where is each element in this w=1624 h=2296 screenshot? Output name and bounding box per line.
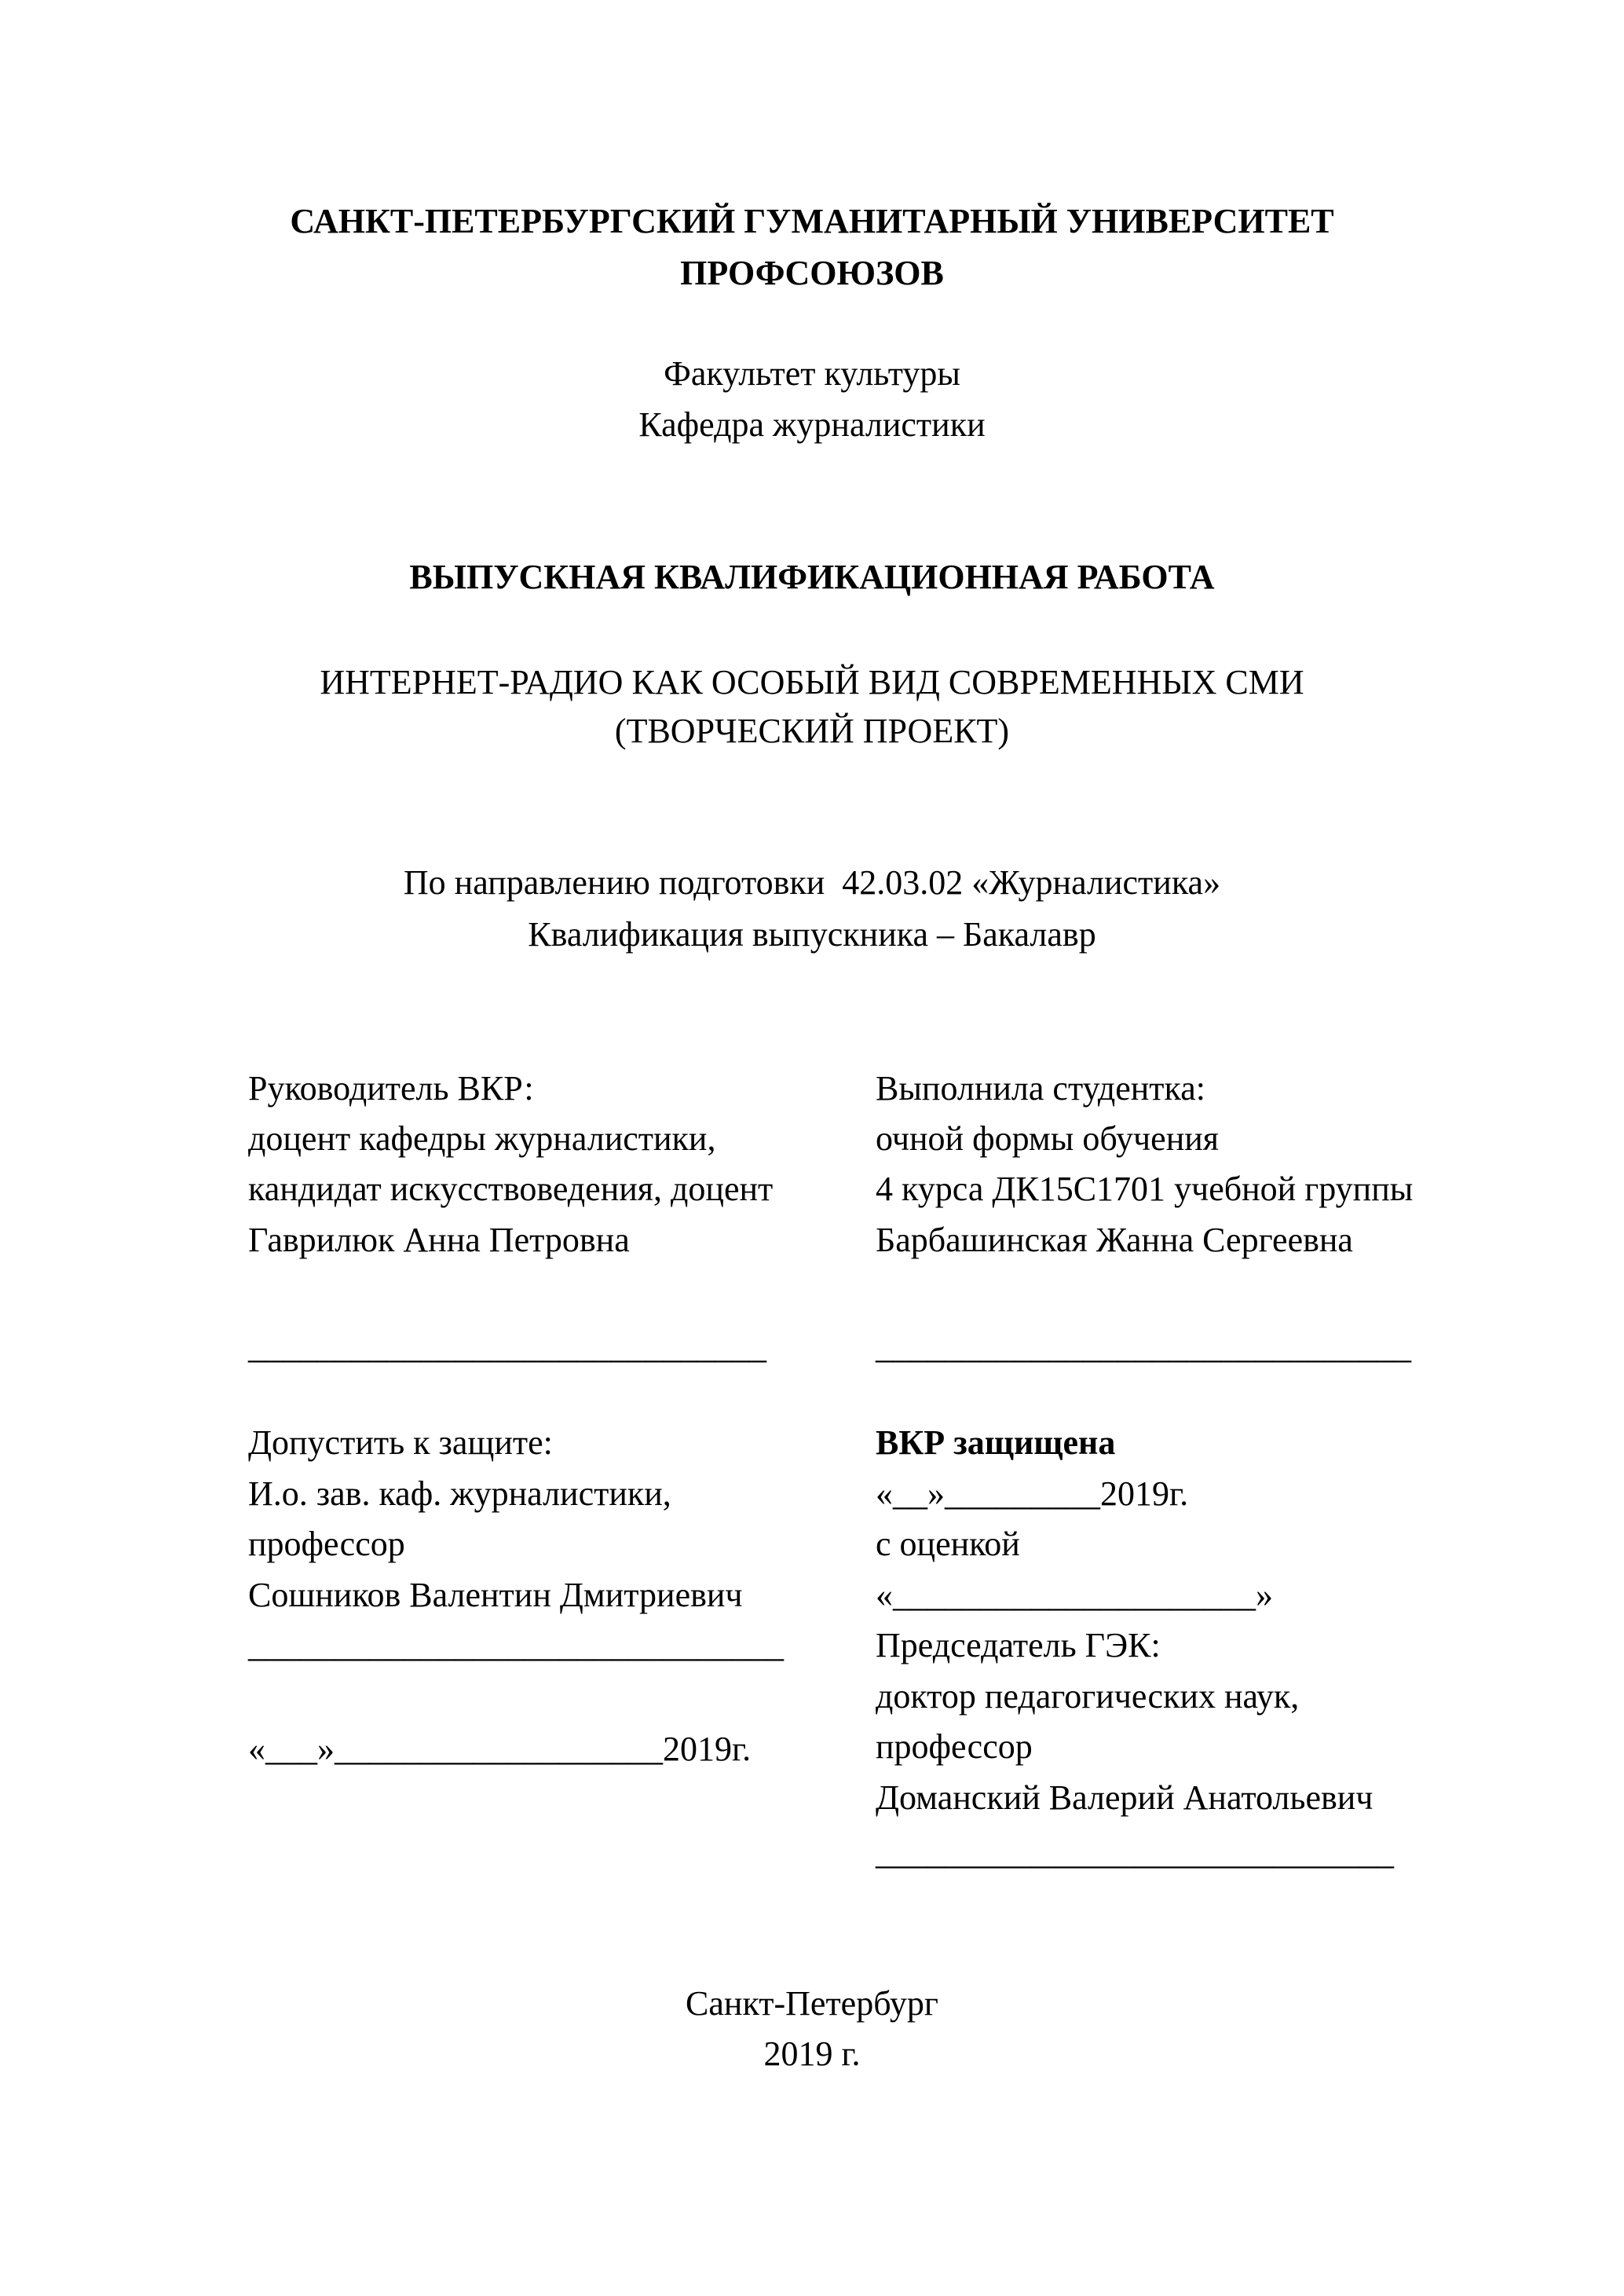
student-signature-line: _______________________________ (876, 1327, 1411, 1366)
admission-name: Сошников Валентин Дмитриевич (248, 1576, 743, 1614)
admission-date: «___»___________________2019г. (248, 1730, 752, 1768)
student-group: 4 курса ДК15С1701 учебной группы (876, 1170, 1414, 1208)
admission-label: Допустить к защите: (248, 1423, 553, 1462)
student-study-form: очной формы обучения (876, 1119, 1220, 1158)
supervisor-position: доцент кафедры журналистики, (248, 1119, 716, 1158)
work-type: ВЫПУСКНАЯ КВАЛИФИКАЦИОННАЯ РАБОТА (409, 558, 1215, 596)
university-name-line2: ПРОФСОЮЗОВ (680, 254, 944, 292)
student-name: Барбашинская Жанна Сергеевна (876, 1221, 1353, 1259)
work-title-line1: ИНТЕРНЕТ-РАДИО КАК ОСОБЫЙ ВИД СОВРЕМЕННЫХ СМИ (320, 663, 1304, 701)
admission-position: И.о. зав. каф. журналистики, (248, 1474, 671, 1513)
admission-signature-line: _______________________________ (248, 1626, 784, 1664)
admission-title: профессор (248, 1525, 405, 1563)
supervisor-name: Гаврилюк Анна Петровна (248, 1221, 630, 1259)
chair-degree: доктор педагогических наук, (876, 1677, 1300, 1716)
department: Кафедра журналистики (638, 405, 986, 444)
study-direction: По направлению подготовки 42.03.02 «Журналистика» (403, 863, 1221, 902)
chair-title: профессор (876, 1727, 1033, 1766)
chair-signature-line: ______________________________ (876, 1833, 1394, 1872)
chair-label: Председатель ГЭК: (876, 1626, 1161, 1664)
defense-date: «__»_________2019г. (876, 1474, 1189, 1513)
year: 2019 г. (763, 2034, 861, 2073)
supervisor-degree: кандидат искусствоведения, доцент (248, 1170, 774, 1208)
faculty: Факультет культуры (664, 354, 960, 393)
university-name-line1: САНКТ-ПЕТЕРБУРГСКИЙ ГУМАНИТАРНЫЙ УНИВЕРСИТЕТ (290, 202, 1334, 240)
grade-label: с оценкой (876, 1525, 1020, 1563)
defense-label: ВКР защищена (876, 1423, 1116, 1462)
work-title-line2: (ТВОРЧЕСКИЙ ПРОЕКТ) (614, 712, 1010, 750)
supervisor-label: Руководитель ВКР: (248, 1069, 534, 1108)
student-label: Выполнила студентка: (876, 1069, 1205, 1108)
city: Санкт-Петербург (686, 1984, 938, 2023)
qualification: Квалификация выпускника – Бакалавр (528, 915, 1096, 954)
supervisor-signature-line: ______________________________ (248, 1327, 766, 1366)
grade-field: «_____________________» (876, 1576, 1273, 1614)
chair-name: Доманский Валерий Анатольевич (876, 1778, 1373, 1817)
